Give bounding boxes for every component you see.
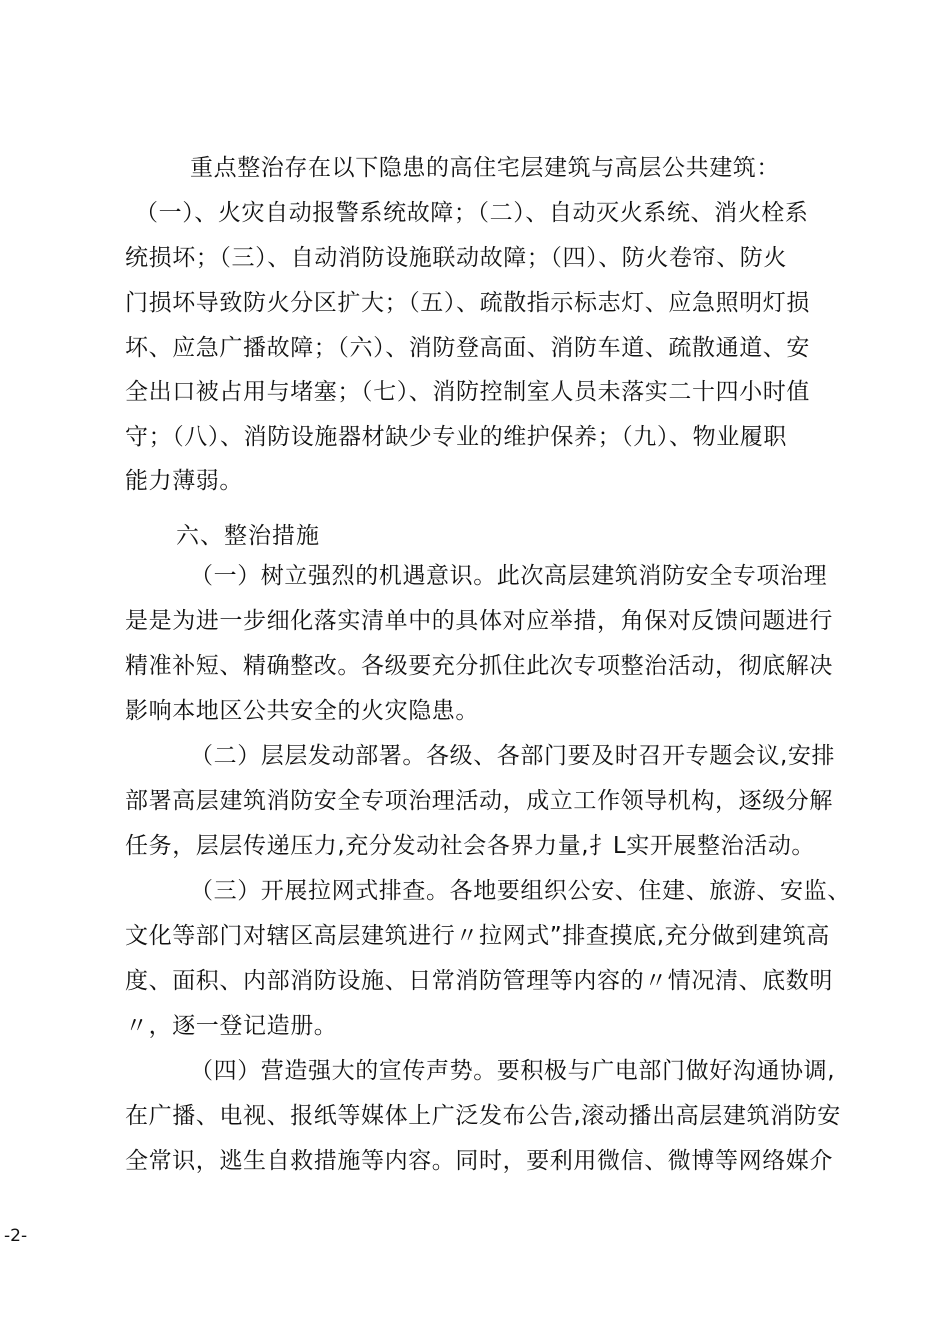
measure-1-line: 精准补短、精确整改。各级要充分抓住此次专项整治活动，彻底解决 bbox=[125, 653, 833, 679]
measure-1-line: 影响本地区公共安全的火灾隐患。 bbox=[125, 698, 479, 724]
measure-4-line: 全常识，逃生自救措施等内容。同时，要利用微信、微博等网络媒介 bbox=[125, 1148, 833, 1174]
measure-2-line: 部署高层建筑消防安全专项治理活动，成立工作领导机构，逐级分解 bbox=[125, 788, 833, 814]
measure-1-line: 是是为进一步细化落实清单中的具体对应举措，角保对反馈问题进行 bbox=[125, 608, 833, 634]
measure-3-line: 文化等部门对辖区高层建筑进行〃拉网式”排查摸底,充分做到建筑高 bbox=[125, 923, 830, 949]
intro-line: 全出口被占用与堵塞；（七）、消防控制室人员未落实二十四小时值 bbox=[125, 379, 810, 405]
measure-1-line: （一）树立强烈的机遇意识。此次高层建筑消防安全专项治理 bbox=[190, 563, 828, 589]
page-number: -2- bbox=[4, 1226, 28, 1246]
intro-line: 重点整治存在以下隐患的高住宅层建筑与高层公共建筑： bbox=[190, 155, 780, 181]
intro-line: （一）、火灾自动报警系统故障；（二）、自动灭火系统、消火栓系 bbox=[135, 200, 809, 226]
measure-4-line: 在广播、电视、报纸等媒体上广泛发布公告,滚动播出高层建筑消防安 bbox=[125, 1103, 841, 1129]
measure-3-line: 度、面积、内部消防设施、日常消防管理等内容的〃情况清、底数明 bbox=[125, 968, 833, 994]
intro-line: 能力薄弱。 bbox=[125, 468, 243, 494]
measure-2-line: 任务，层层传递压力,充分发动社会各界力量,扌L实开展整治活动。 bbox=[125, 833, 816, 859]
intro-line: 门损坏导致防火分区扩大；（五）、疏散指示标志灯、应急照明灯损 bbox=[125, 290, 810, 316]
intro-line: 统损坏；（三）、自动消防设施联动故障；（四）、防火卷帘、防火 bbox=[125, 245, 787, 271]
section-title: 六、整治措施 bbox=[176, 523, 320, 549]
intro-line: 守；（八）、消防设施器材缺少专业的维护保养；（九）、物业履职 bbox=[125, 424, 787, 450]
intro-line: 坏、应急广播故障；（六）、消防登高面、消防车道、疏散通道、安 bbox=[125, 335, 810, 361]
measure-4-line: （四）营造强大的宣传声势。要积极与广电部门做好沟通协调, bbox=[190, 1058, 836, 1084]
measure-2-line: （二）层层发动部署。各级、各部门要及时召开专题会议,安排 bbox=[190, 743, 836, 769]
measure-3-line: （三）开展拉网式排查。各地要组织公安、住建、旅游、安监、 bbox=[190, 878, 851, 904]
measure-3-line: 〃，逐一登记造册。 bbox=[125, 1013, 338, 1039]
